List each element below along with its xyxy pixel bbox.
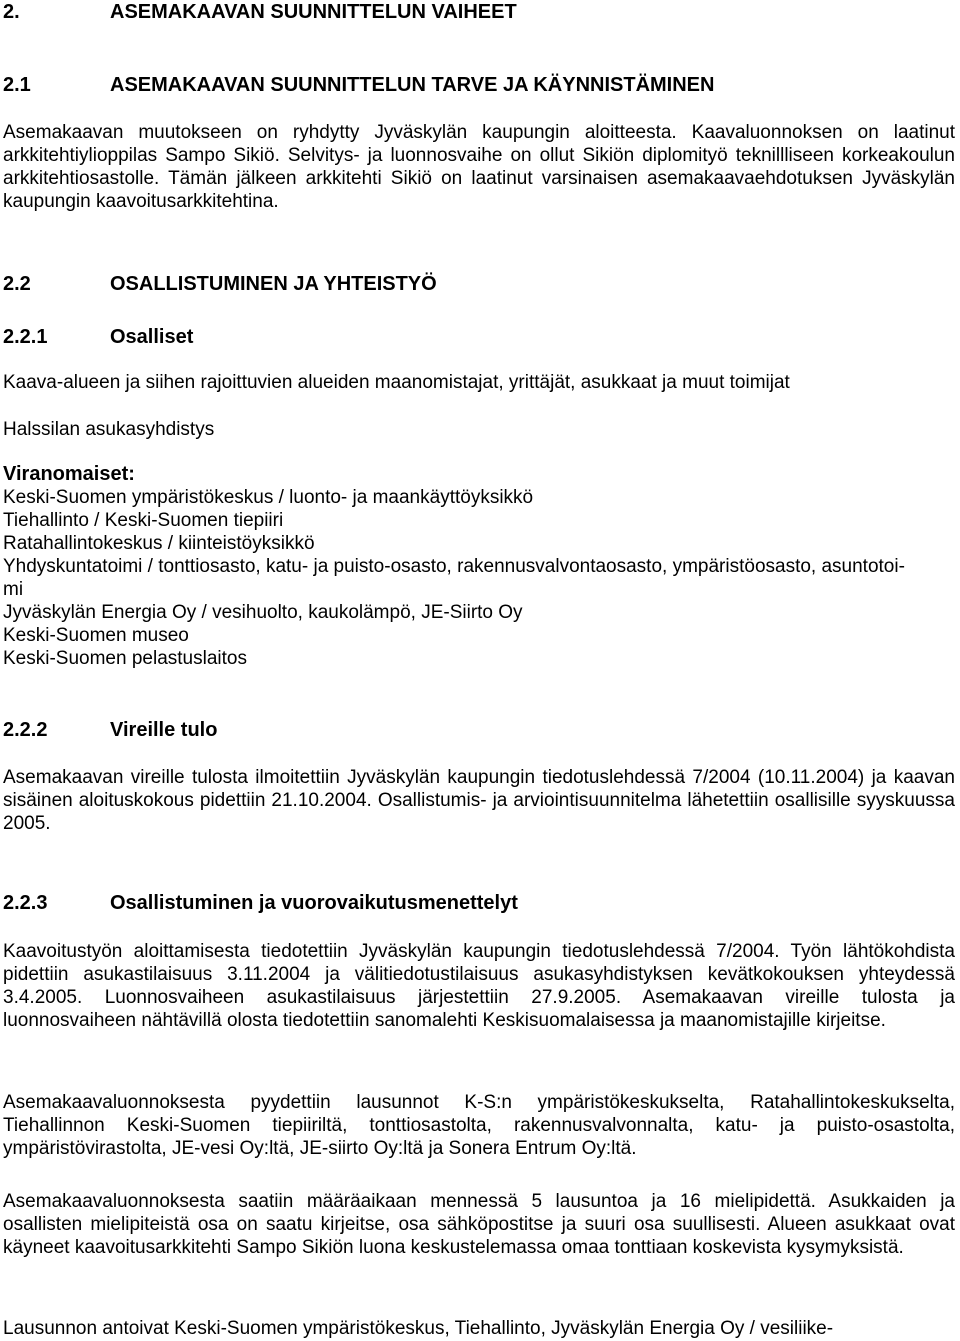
authority-item: Keski-Suomen ympäristökeskus / luonto- ja maankäyttöyksikkö	[3, 487, 534, 508]
paragraph-vireille-tulo: Asemakaavan vireille tulosta ilmoitettiin Jyväskylän kaupungin tiedotuslehdessä 7/2004 (10.11.2004) ja kaavan sisäinen aloituskokous pidettiin 21.10.2004. Osallistumis- ja arviointisuunnitelma lähetettiin osallisille syyskuussa 2005.	[3, 767, 955, 834]
paragraph-mielipiteet: Asemakaavaluonnoksesta saatiin määräaikaan mennessä 5 lausuntoa ja 16 mielipidettä. Asukkaiden ja osallisten mielipiteistä osa on saatu kirjeitse, osa sähköpostitse ja suuri osa suullisesti. Alueen asukkaat ovat käyneet kaavoitusarkkitehti Sampo Sikiön luona keskustelemassa omaa tonttiaan koskevista kysymyksistä.	[3, 1191, 955, 1258]
heading-number: 2.1	[3, 74, 31, 96]
heading-title: ASEMAKAAVAN SUUNNITTELUN VAIHEET	[110, 1, 517, 23]
heading-2-1	[3, 73, 955, 97]
heading-number: 2.2.1	[3, 326, 48, 348]
heading-number: 2.2.2	[3, 719, 48, 741]
heading-number: 2.	[3, 1, 20, 23]
authority-item: Yhdyskuntatoimi / tonttiosasto, katu- ja puisto-osasto, rakennusvalvontaosasto, ympäristöosasto, asuntotoi-	[3, 556, 905, 577]
heading-2-2-3	[3, 891, 955, 915]
heading-2-2-1	[3, 325, 955, 349]
paragraph-lausunnon-antoivat: Lausunnon antoivat Keski-Suomen ympäristökeskus, Tiehallinto, Jyväskylän Energia Oy / vesiliike-	[3, 1318, 834, 1339]
heading-number: 2.2.3	[3, 892, 48, 914]
paragraph-tiedottaminen: Kaavoitustyön aloittamisesta tiedotettiin Jyväskylän kaupungin tiedotuslehdessä 7/2004. Työn lähtökohdista pidettiin asukastilaisuus 3.11.2004 ja välitiedotustilaisuus asukasyhdistyksen kevätkokouksen yhteydessä 3.4.2005. Luonnosvaiheen asukastilaisuus järjestettiin 27.9.2005. Asemakaavan vireille tulosta ja luonnosvaiheen nähtävillä olosta tiedotettiin sanomalehti Keskisuomalaisessa ja maanomistajille kirjeitse.	[3, 941, 955, 1031]
heading-2-2-2	[3, 718, 955, 742]
authorities-heading: Viranomaiset:	[3, 463, 135, 485]
authority-item-continuation: mi	[3, 579, 24, 600]
authority-item: Keski-Suomen pelastuslaitos	[3, 648, 247, 669]
authority-item: Keski-Suomen museo	[3, 625, 189, 646]
heading-number: 2.2	[3, 273, 31, 295]
heading-title: Osallistuminen ja vuorovaikutusmenettelyt	[110, 892, 518, 914]
authority-item: Tiehallinto / Keski-Suomen tiepiiri	[3, 510, 284, 531]
heading-2	[3, 0, 955, 24]
heading-title: Osalliset	[110, 326, 194, 348]
authorities-list	[3, 463, 955, 670]
heading-title: OSALLISTUMINEN JA YHTEISTYÖ	[110, 273, 437, 295]
paragraph-osalliset: Kaava-alueen ja siihen rajoittuvien alueiden maanomistajat, yrittäjät, asukkaat ja muut toimijat	[3, 372, 790, 393]
heading-2-2	[3, 272, 955, 296]
paragraph-lausunnot: Asemakaavaluonnoksesta pyydettiin lausunnot K-S:n ympäristökeskukselta, Ratahallintokeskukselta, Tiehallinnon Keski-Suomen tiepiiriltä, tonttiosastolta, rakennusvalvonnalta, katu- ja puisto-osastolta, ympäristövirastolta, JE-vesi Oy:ltä, JE-siirto Oy:ltä ja Sonera Entrum Oy:ltä.	[3, 1092, 955, 1159]
paragraph-asukasyhdistys: Halssilan asukasyhdistys	[3, 419, 215, 440]
authority-item: Ratahallintokeskus / kiinteistöyksikkö	[3, 533, 315, 554]
paragraph-2-1: Asemakaavan muutokseen on ryhdytty Jyväskylän kaupungin aloitteesta. Kaavaluonnoksen on laatinut arkkitehtiylioppilas Sampo Sikiö. Selvitys- ja luonnosvaihe on ollut Sikiön diplomityö teknillliseen korkeakoulun arkkitehtiosastolle. Tämän jälkeen arkkitehti Sikiö on laatinut varsinaisen asemakaavaehdotuksen Jyväskylän kaupungin kaavoitusarkkitehtina.	[3, 122, 955, 212]
heading-title: Vireille tulo	[110, 719, 218, 741]
authority-item: Jyväskylän Energia Oy / vesihuolto, kaukolämpö, JE-Siirto Oy	[3, 602, 523, 623]
heading-title: ASEMAKAAVAN SUUNNITTELUN TARVE JA KÄYNNISTÄMINEN	[110, 74, 715, 96]
